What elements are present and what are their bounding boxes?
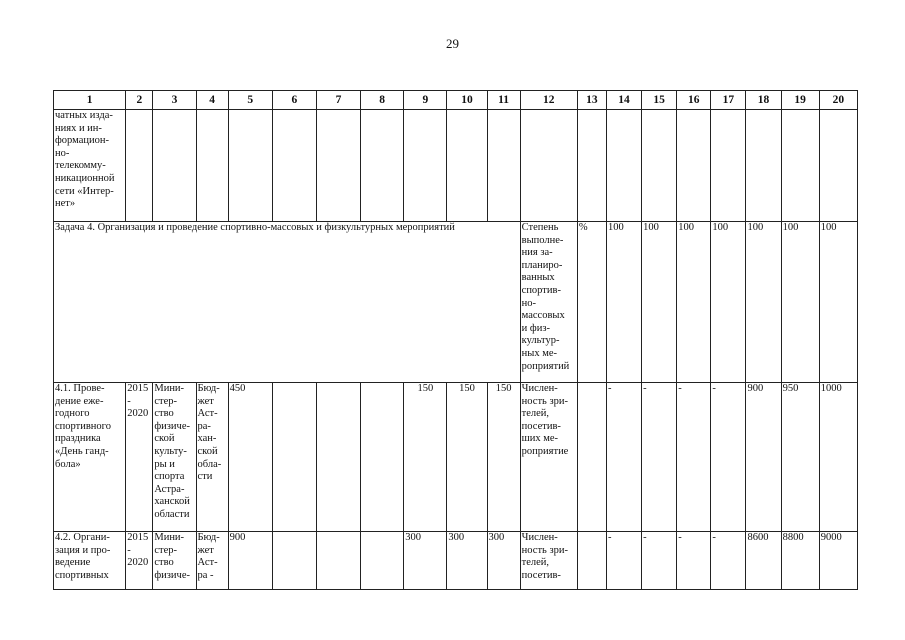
col-header-3: 3	[153, 91, 196, 110]
executor-cell: Мини- стер- ство физиче- ской культу- ры и спорта Астра- ханской области	[153, 383, 196, 532]
value-cell: -	[642, 532, 677, 590]
col-header-1: 1	[54, 91, 126, 110]
col-header-15: 15	[642, 91, 677, 110]
value-cell: 100	[819, 222, 857, 383]
value-cell: 8600	[746, 532, 781, 590]
indicator-cell: Числен- ность зри- телей, посетив-	[520, 532, 577, 590]
value-cell: 300	[487, 532, 520, 590]
value-cell: 1000	[819, 383, 857, 532]
col-header-2: 2	[126, 91, 153, 110]
value-cell: -	[677, 383, 711, 532]
col-header-18: 18	[746, 91, 781, 110]
col-header-8: 8	[361, 91, 404, 110]
col-header-17: 17	[711, 91, 746, 110]
col-header-10: 10	[447, 91, 487, 110]
value-cell: 100	[642, 222, 677, 383]
value-cell: 100	[746, 222, 781, 383]
value-cell: 150	[487, 383, 520, 532]
col-header-16: 16	[677, 91, 711, 110]
table-row	[54, 383, 858, 532]
value-cell: -	[711, 532, 746, 590]
value-cell: 150	[447, 383, 487, 532]
page-number: 29	[446, 36, 459, 51]
col-header-14: 14	[606, 91, 641, 110]
activity-name-cell: 4.1. Прове- дение еже- годного спортивного праздника «День ганд- бола»	[54, 383, 126, 532]
col-header-9: 9	[404, 91, 447, 110]
col-header-7: 7	[316, 91, 360, 110]
value-cell: 900	[746, 383, 781, 532]
value-cell: 100	[606, 222, 641, 383]
value-cell: 900	[228, 532, 272, 590]
activity-name-cell: 4.2. Органи- зация и про- ведение спортивных	[54, 532, 126, 590]
value-cell: 450	[228, 383, 272, 532]
indicator-cell: Степень выполне- ния за- планиро- ванных спортив- но- массовых и физ- культур- ных ме- роприятий	[520, 222, 577, 383]
value-cell: -	[606, 532, 641, 590]
col-header-11: 11	[487, 91, 520, 110]
funding-source-cell: Бюд- жет Аст- ра- хан- ской обла- сти	[196, 383, 228, 532]
col-header-4: 4	[196, 91, 228, 110]
table-row	[54, 532, 858, 590]
unit-cell: %	[577, 222, 606, 383]
value-cell: -	[606, 383, 641, 532]
value-cell: 300	[447, 532, 487, 590]
value-cell: 100	[781, 222, 819, 383]
funding-source-cell: Бюд- жет Аст- ра -	[196, 532, 228, 590]
value-cell: -	[642, 383, 677, 532]
period-cell: 2015 - 2020	[126, 383, 153, 532]
value-cell: 950	[781, 383, 819, 532]
value-cell: 9000	[819, 532, 857, 590]
col-header-13: 13	[577, 91, 606, 110]
value-cell: 100	[711, 222, 746, 383]
column-number-row	[54, 91, 858, 110]
task-row	[54, 222, 858, 383]
indicator-cell: Числен- ность зри- телей, посетив- ших ме- роприятие	[520, 383, 577, 532]
col-header-6: 6	[272, 91, 316, 110]
value-cell: -	[711, 383, 746, 532]
col-header-12: 12	[520, 91, 577, 110]
activity-name-cell: чатных изда- ниях и ин- формацион- но- телекомму- никационной сети «Интер- нет»	[54, 110, 126, 222]
executor-cell: Мини- стер- ство физиче-	[153, 532, 196, 590]
table-row	[54, 110, 858, 222]
period-cell: 2015 - 2020	[126, 532, 153, 590]
value-cell: 8800	[781, 532, 819, 590]
col-header-5: 5	[228, 91, 272, 110]
program-activities-table	[53, 90, 858, 590]
value-cell: -	[677, 532, 711, 590]
task-title: Задача 4. Организация и проведение спортивно-массовых и физкультурных мероприятий	[54, 222, 521, 383]
value-cell: 100	[677, 222, 711, 383]
value-cell: 300	[404, 532, 447, 590]
value-cell: 150	[404, 383, 447, 532]
col-header-20: 20	[819, 91, 857, 110]
col-header-19: 19	[781, 91, 819, 110]
